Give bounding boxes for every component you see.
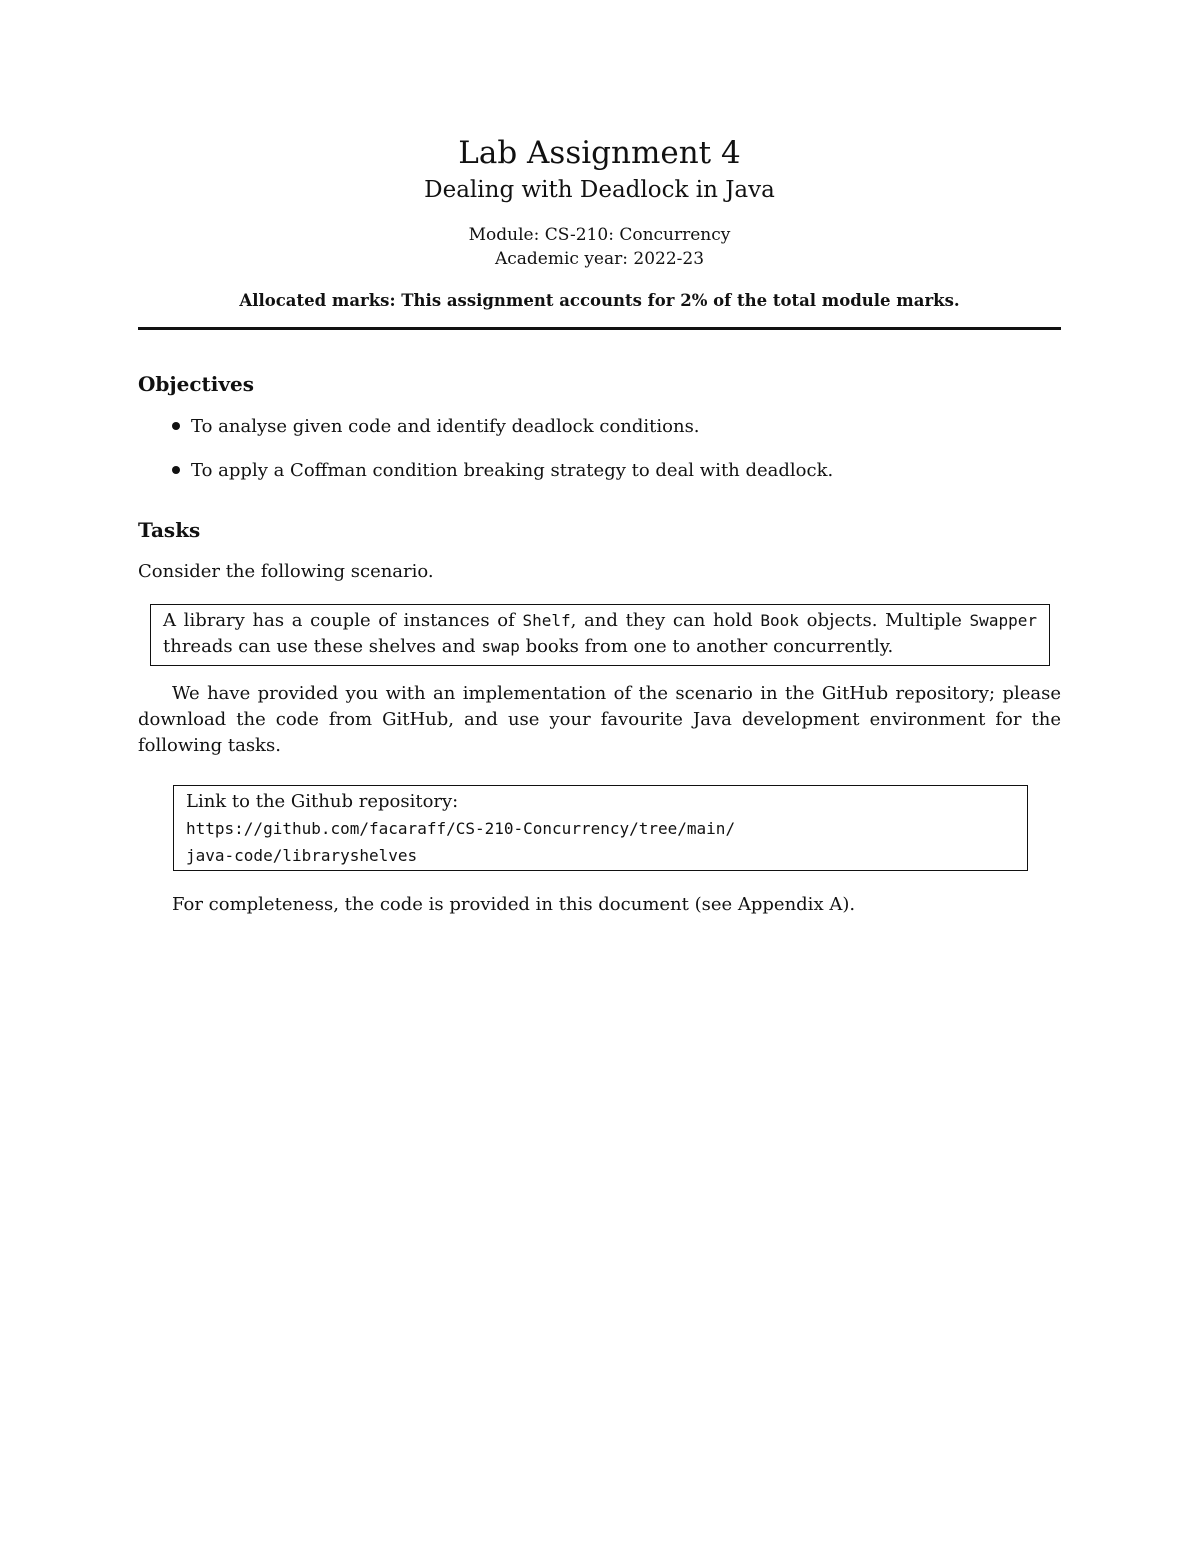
module-line: Module: CS-210: Concurrency xyxy=(468,225,731,245)
repository-label: Link to the Github repository: xyxy=(186,791,459,812)
tasks-intro: Consider the following scenario. xyxy=(138,561,434,582)
scenario-text: , and they can hold xyxy=(570,610,761,631)
objectives-heading: Objectives xyxy=(138,372,254,396)
document-page xyxy=(138,0,1061,1553)
scenario-text: objects. Multiple xyxy=(798,610,970,631)
repository-url-line2[interactable]: java-code/libraryshelves xyxy=(186,846,418,865)
book-code: Book xyxy=(760,611,799,630)
repository-link-box xyxy=(173,785,1028,871)
scenario-text: books from one to another concurrently. xyxy=(519,636,894,657)
shelf-code: Shelf xyxy=(522,611,571,630)
objective-item xyxy=(172,414,1032,458)
bullet-icon xyxy=(172,466,180,474)
document-subtitle: Dealing with Deadlock in Java xyxy=(424,177,775,203)
scenario-text: threads can use these shelves and xyxy=(163,636,482,657)
scenario-text: A library has a couple of instances of xyxy=(163,610,523,631)
header-divider xyxy=(138,327,1061,330)
bullet-icon xyxy=(172,422,180,430)
objective-text: To apply a Coffman condition breaking strategy to deal with deadlock. xyxy=(191,460,834,481)
objectives-list xyxy=(172,414,1032,502)
objective-item xyxy=(172,458,1032,502)
allocated-marks: Allocated marks: This assignment accounts for 2% of the total module marks. xyxy=(239,291,960,310)
tasks-heading: Tasks xyxy=(138,518,201,542)
objective-text: To analyse given code and identify deadlock conditions. xyxy=(191,416,700,437)
swapper-code: Swapper xyxy=(969,611,1037,630)
provided-paragraph: We have provided you with an implementation of the scenario in the GitHub repository; please download the code from GitHub, and use your favourite Java development environment for the following tasks. xyxy=(138,683,1061,756)
completeness-paragraph: For completeness, the code is provided in this document (see Appendix A). xyxy=(172,894,856,915)
scenario-box xyxy=(150,604,1050,666)
academic-year-line: Academic year: 2022-23 xyxy=(494,249,705,269)
swap-code: swap xyxy=(481,637,520,656)
document-title: Lab Assignment 4 xyxy=(458,135,741,171)
repository-url-line1[interactable]: https://github.com/facaraff/CS-210-Concurrency/tree/main/ xyxy=(186,819,736,838)
